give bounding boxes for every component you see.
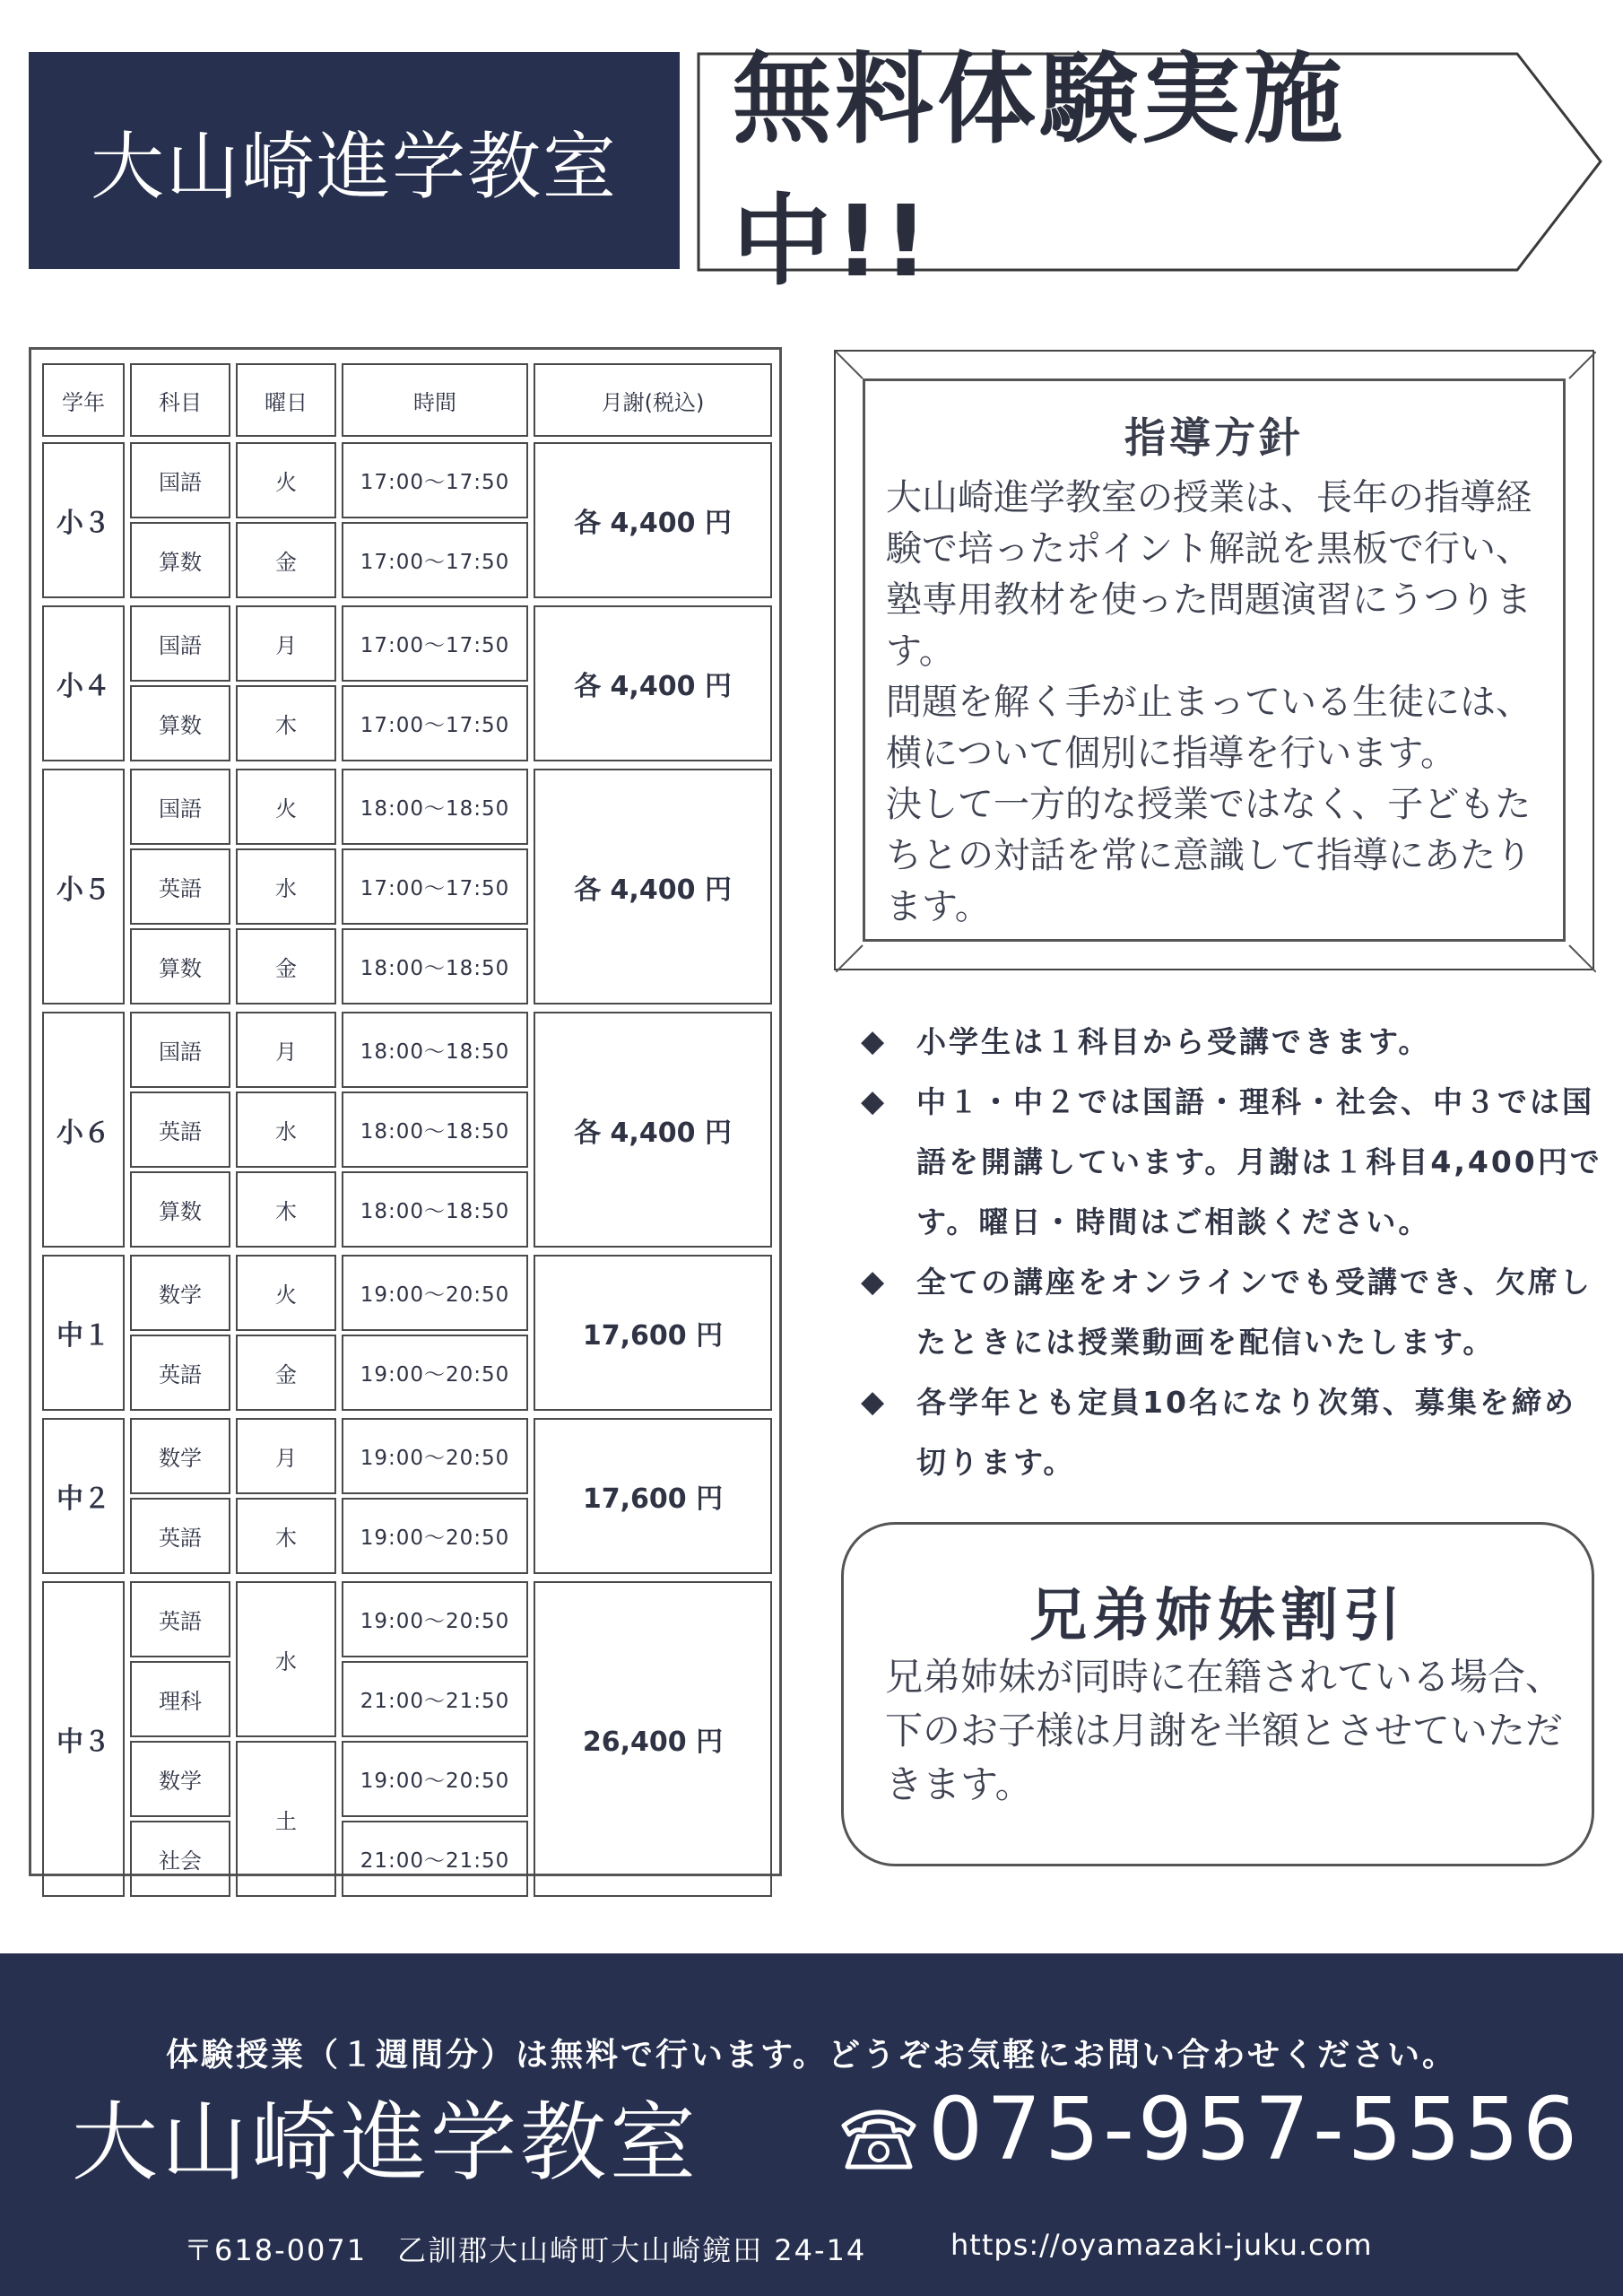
subject-cell: 算数 bbox=[130, 522, 230, 598]
time-cell: 19:00〜20:50 bbox=[342, 1255, 528, 1331]
day-cell: 土 bbox=[236, 1741, 336, 1897]
policy-box bbox=[834, 350, 1594, 970]
note-text: 全ての講座をオンラインでも受講でき、欠席したときには授業動画を配信いたします。 bbox=[916, 1265, 1593, 1360]
fee-cell: 各 4,400 円 bbox=[534, 605, 772, 761]
grade-cell: 中３ bbox=[42, 1581, 125, 1897]
time-cell: 18:00〜18:50 bbox=[342, 769, 528, 845]
day-cell: 月 bbox=[236, 605, 336, 682]
subject-cell: 数学 bbox=[130, 1255, 230, 1331]
school-name-banner bbox=[29, 52, 680, 269]
website-link[interactable]: https://oyamazaki-juku.com bbox=[950, 2228, 1373, 2262]
diamond-bullet-icon: ◆ bbox=[861, 1264, 888, 1300]
subject-cell: 英語 bbox=[130, 1091, 230, 1168]
time-cell: 18:00〜18:50 bbox=[342, 1091, 528, 1168]
subject-cell: 算数 bbox=[130, 685, 230, 761]
list-item bbox=[861, 1372, 1605, 1492]
day-cell: 木 bbox=[236, 1171, 336, 1248]
grade-cell: 中１ bbox=[42, 1255, 125, 1411]
note-text: 中１・中２では国語・理科・社会、中３では国語を開講しています。月謝は１科目4,400円です。曜日・時間はご相談ください。 bbox=[916, 1084, 1602, 1239]
subject-cell: 国語 bbox=[130, 1012, 230, 1088]
time-cell: 21:00〜21:50 bbox=[342, 1821, 528, 1897]
subject-cell: 国語 bbox=[130, 442, 230, 518]
promo-text: 無料体験実施中!! bbox=[733, 41, 1346, 299]
fee-cell: 各 4,400 円 bbox=[534, 1012, 772, 1248]
subject-cell: 数学 bbox=[130, 1418, 230, 1494]
day-cell: 金 bbox=[236, 522, 336, 598]
notes-list bbox=[861, 1012, 1605, 1492]
time-cell: 18:00〜18:50 bbox=[342, 928, 528, 1004]
day-cell: 水 bbox=[236, 1581, 336, 1737]
day-cell: 月 bbox=[236, 1418, 336, 1494]
subject-cell: 英語 bbox=[130, 1498, 230, 1574]
note-text: 各学年とも定員10名になり次第、募集を締め切ります。 bbox=[916, 1385, 1576, 1480]
policy-body bbox=[886, 473, 1557, 933]
fee-cell: 17,600 円 bbox=[534, 1418, 772, 1574]
day-cell: 木 bbox=[236, 685, 336, 761]
time-cell: 17:00〜17:50 bbox=[342, 442, 528, 518]
fee-cell: 各 4,400 円 bbox=[534, 769, 772, 1004]
subject-cell: 社会 bbox=[130, 1821, 230, 1897]
policy-title: 指導方針 bbox=[1124, 413, 1304, 462]
fee-cell: 各 4,400 円 bbox=[534, 442, 772, 598]
footer-school-name: 大山崎進学教室 bbox=[72, 2092, 699, 2193]
table-header-cell: 時間 bbox=[342, 363, 528, 437]
table-header-cell: 学年 bbox=[42, 363, 125, 437]
time-cell: 17:00〜17:50 bbox=[342, 605, 528, 682]
subject-cell: 英語 bbox=[130, 1335, 230, 1411]
sibling-discount-box bbox=[841, 1522, 1594, 1866]
policy-paragraph: 決して一方的な授業ではなく、子どもたちとの対話を常に意識して指導にあたります。 bbox=[886, 784, 1532, 927]
subject-cell: 理科 bbox=[130, 1661, 230, 1737]
footer bbox=[0, 1953, 1623, 2296]
list-item bbox=[861, 1012, 1605, 1072]
policy-paragraph: 大山崎進学教室の授業は、長年の指導経験で培ったポイント解説を黒板で行い、塾専用教材を使った問題演習にうつります。 bbox=[886, 477, 1532, 672]
time-cell: 19:00〜20:50 bbox=[342, 1335, 528, 1411]
promo-banner bbox=[697, 41, 1602, 299]
day-cell: 木 bbox=[236, 1498, 336, 1574]
time-cell: 18:00〜18:50 bbox=[342, 1171, 528, 1248]
time-cell: 21:00〜21:50 bbox=[342, 1661, 528, 1737]
table-header-cell: 曜日 bbox=[236, 363, 336, 437]
subject-cell: 国語 bbox=[130, 605, 230, 682]
time-cell: 19:00〜20:50 bbox=[342, 1498, 528, 1574]
school-name: 大山崎進学教室 bbox=[90, 124, 618, 210]
list-item bbox=[861, 1072, 1605, 1252]
day-cell: 月 bbox=[236, 1012, 336, 1088]
discount-body: 兄弟姉妹が同時に在籍されている場合、下のお子様は月謝を半額とさせていただきます。 bbox=[885, 1655, 1564, 1806]
day-cell: 金 bbox=[236, 1335, 336, 1411]
time-cell: 18:00〜18:50 bbox=[342, 1012, 528, 1088]
time-cell: 17:00〜17:50 bbox=[342, 522, 528, 598]
diamond-bullet-icon: ◆ bbox=[861, 1083, 888, 1119]
subject-cell: 英語 bbox=[130, 848, 230, 925]
day-cell: 水 bbox=[236, 1091, 336, 1168]
footer-tagline: 体験授業（１週間分）は無料で行います。どうぞお気軽にお問い合わせください。 bbox=[165, 2037, 1458, 2074]
list-item bbox=[861, 1252, 1605, 1372]
address: 〒618-0071 乙訓郡大山崎町大山崎鏡田 24-14 bbox=[184, 2233, 867, 2267]
day-cell: 金 bbox=[236, 928, 336, 1004]
discount-title: 兄弟姉妹割引 bbox=[1029, 1583, 1406, 1649]
fee-cell: 17,600 円 bbox=[534, 1255, 772, 1411]
time-cell: 17:00〜17:50 bbox=[342, 685, 528, 761]
grade-cell: 中２ bbox=[42, 1418, 125, 1574]
phone-number[interactable]: 075-957-5556 bbox=[928, 2079, 1582, 2179]
grade-cell: 小３ bbox=[42, 442, 125, 598]
day-cell: 火 bbox=[236, 1255, 336, 1331]
diamond-bullet-icon: ◆ bbox=[861, 1023, 888, 1059]
subject-cell: 英語 bbox=[130, 1581, 230, 1657]
diamond-bullet-icon: ◆ bbox=[861, 1384, 888, 1420]
subject-cell: 算数 bbox=[130, 928, 230, 1004]
time-cell: 17:00〜17:50 bbox=[342, 848, 528, 925]
time-cell: 19:00〜20:50 bbox=[342, 1581, 528, 1657]
grade-cell: 小４ bbox=[42, 605, 125, 761]
day-cell: 火 bbox=[236, 442, 336, 518]
day-cell: 水 bbox=[236, 848, 336, 925]
grade-cell: 小６ bbox=[42, 1012, 125, 1248]
policy-paragraph: 問題を解く手が止まっている生徒には、横について個別に指導を行います。 bbox=[886, 682, 1532, 774]
fee-cell: 26,400 円 bbox=[534, 1581, 772, 1897]
grade-cell: 小５ bbox=[42, 769, 125, 1004]
subject-cell: 国語 bbox=[130, 769, 230, 845]
subject-cell: 算数 bbox=[130, 1171, 230, 1248]
table-header-cell: 科目 bbox=[130, 363, 230, 437]
time-cell: 19:00〜20:50 bbox=[342, 1741, 528, 1817]
subject-cell: 数学 bbox=[130, 1741, 230, 1817]
table-header-cell: 月謝(税込) bbox=[534, 363, 772, 437]
time-cell: 19:00〜20:50 bbox=[342, 1418, 528, 1494]
telephone-icon bbox=[838, 2104, 919, 2172]
schedule-table bbox=[29, 347, 782, 1876]
note-text: 小学生は１科目から受講できます。 bbox=[916, 1024, 1431, 1059]
day-cell: 火 bbox=[236, 769, 336, 845]
